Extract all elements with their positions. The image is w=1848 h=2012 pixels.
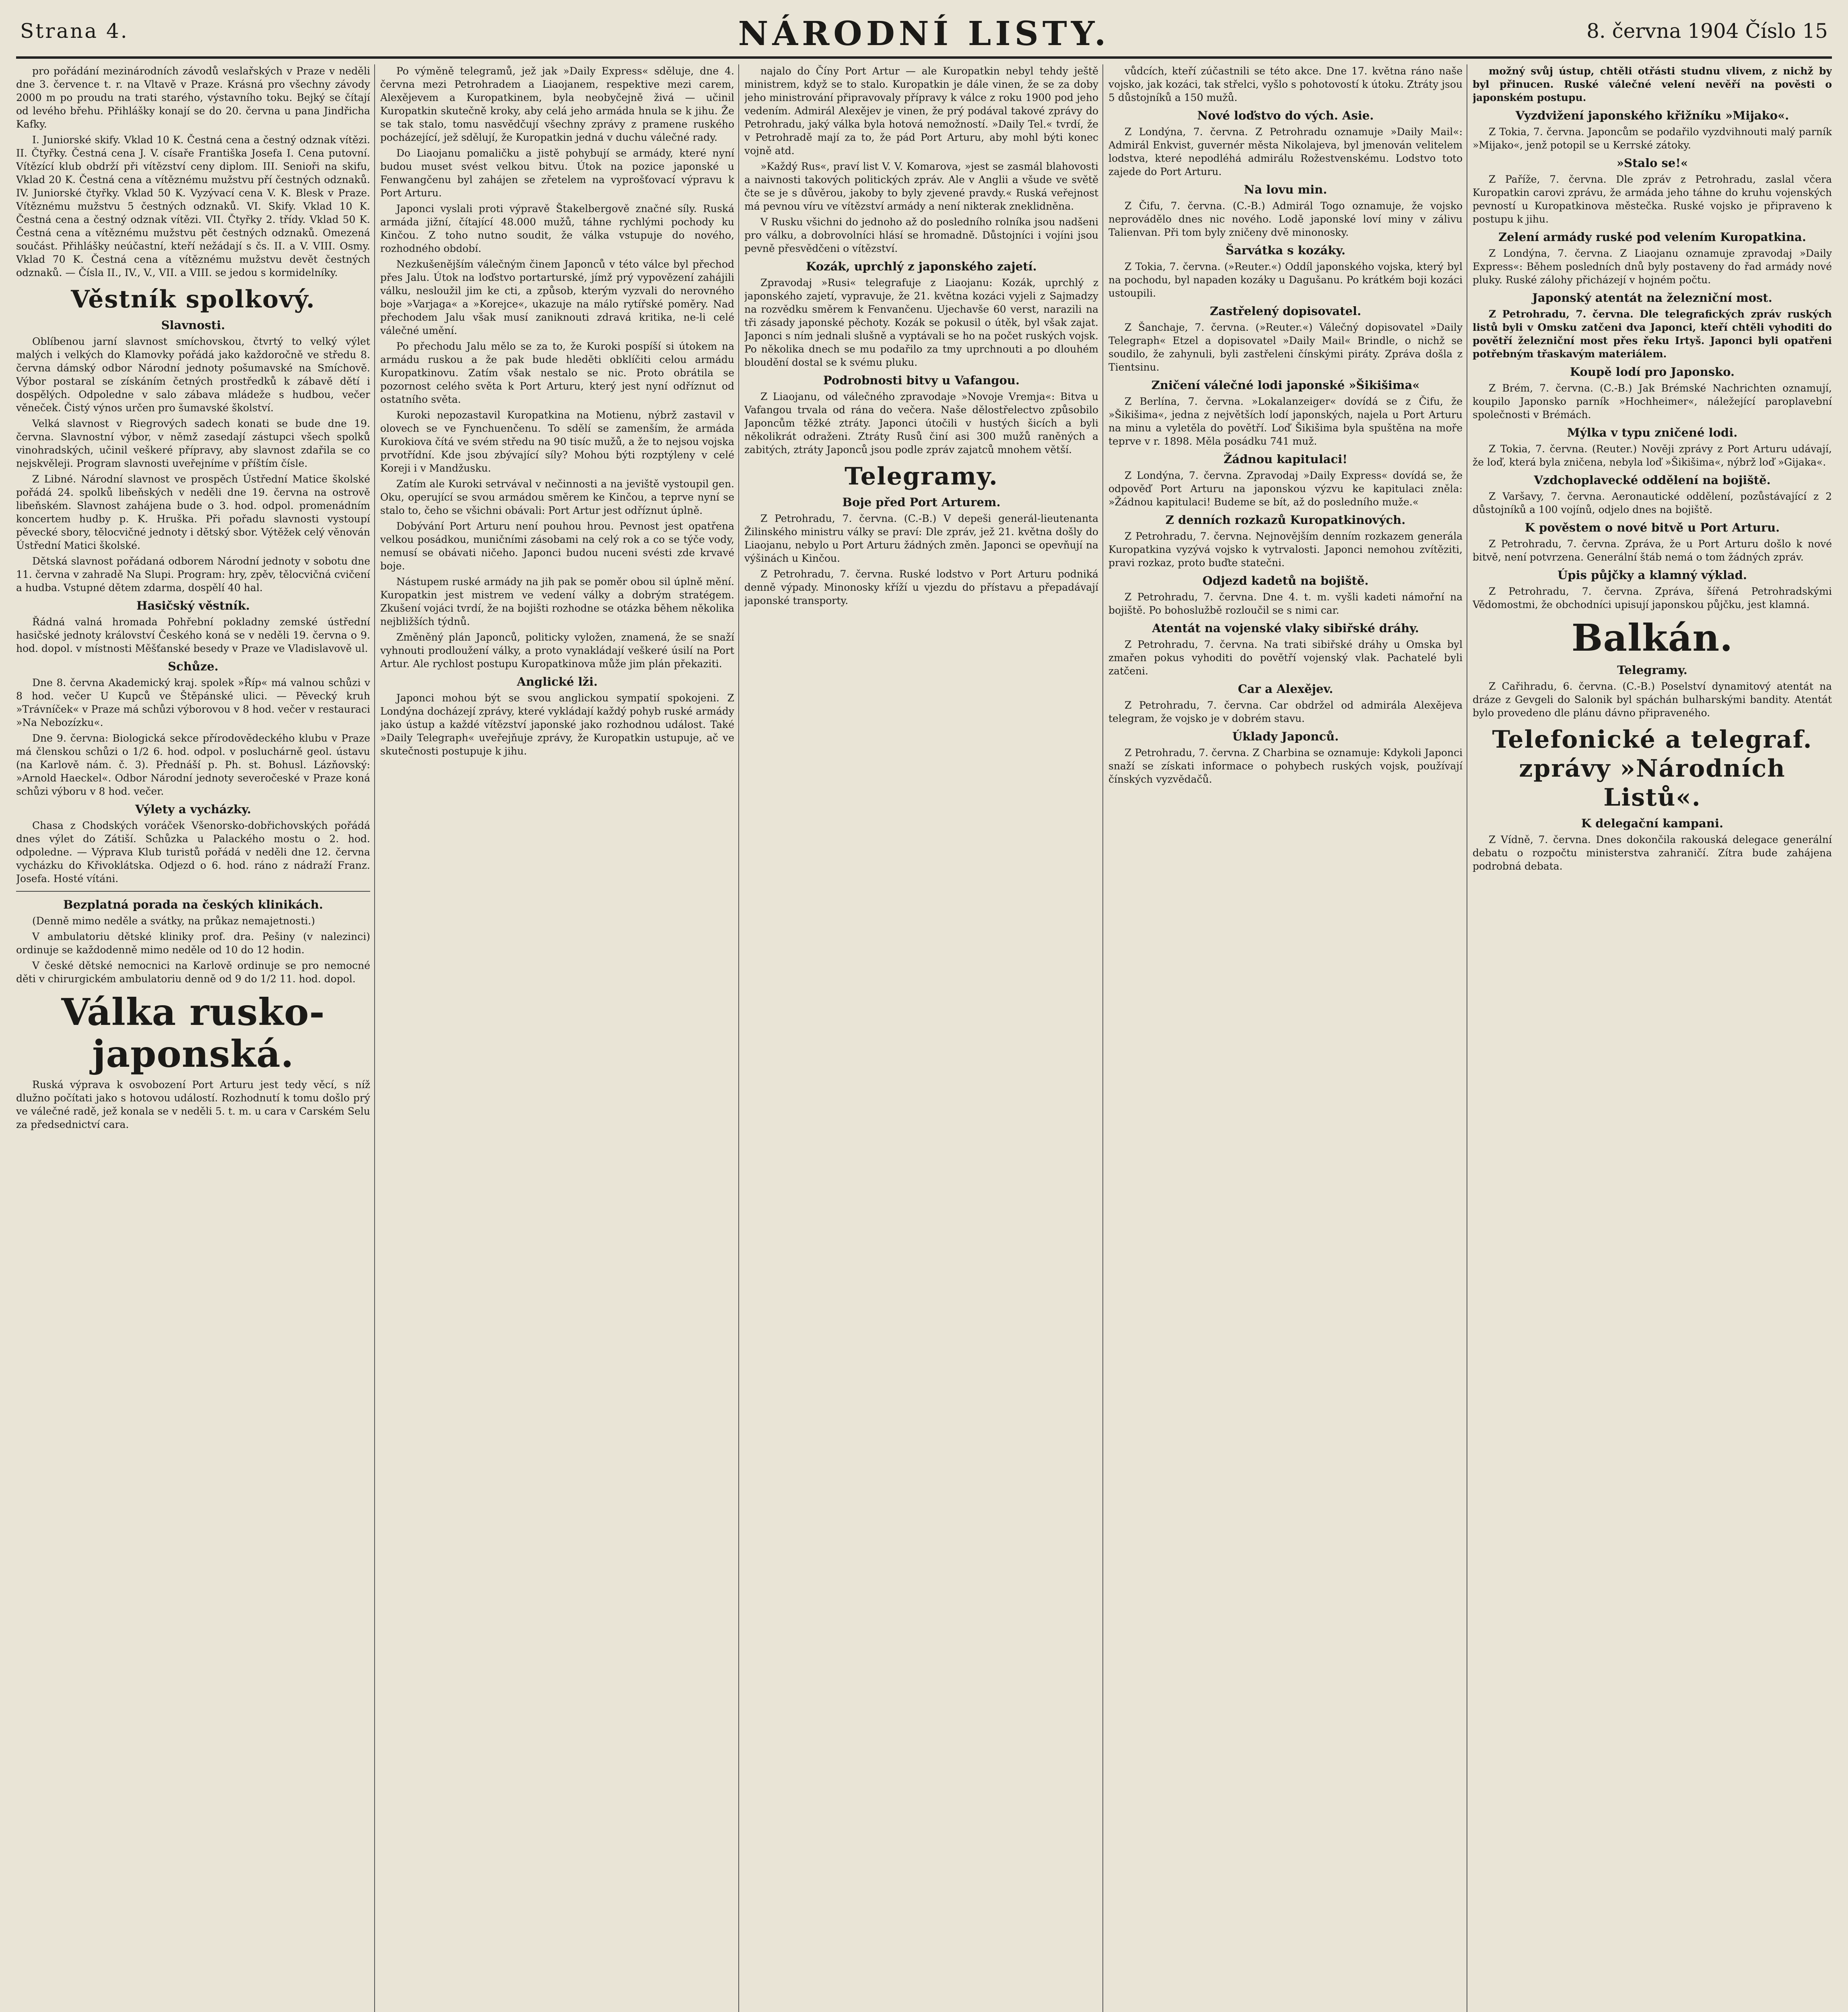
- column-4: [1108, 64, 1463, 2012]
- subsection-title: Zastřelený dopisovatel.: [1209, 304, 1362, 318]
- paragraph: Do Liaojanu pomaličku a jistě pohybují se armády, které nyní budou muset svést velkou bitvu. Útok na pozice japonské u Fenwangčenu byl zahájen se zřetelem na vyprošťovací výpravu k Port Arturu.: [380, 147, 734, 199]
- paragraph: Z Tokia, 7. června. Japoncům se podařilo vyzdvihnouti malý parník »Mijako«, jenž potopil se u Kerrské zátoky.: [1473, 126, 1832, 151]
- paragraph: Z Čifu, 7. června. (C.-B.) Admirál Togo oznamuje, že vojsko neprovádělo dnes nic nového. Lodě japonské loví miny v zálivu Talienvan. Při tom byly zničeny dvě minonosky.: [1108, 200, 1463, 238]
- paragraph: Kuroki nepozastavil Kuropatkina na Motienu, nýbrž zastavil v olovech se ve Fynchuenčenu. To sdělí se zamenším, že armáda Kurokiova čítá ve svém středu na 90 tisíc mužů, a že to nejsou vojska prvotřídní. Kde jsou zbývající síly? Mohou býti rozptýleny v celé Koreji i v Mandžusku.: [380, 409, 734, 474]
- paragraph: (Denně mimo neděle a svátky, na průkaz nemajetnosti.): [32, 915, 315, 927]
- paragraph: Z Petrohradu, 7. června. Zpráva, že u Port Arturu došlo k nové bitvě, není potvrzena. Generální štáb nemá o tom žádných zpráv.: [1473, 538, 1832, 563]
- subsection-title: Koupě lodí pro Japonsko.: [1570, 365, 1735, 379]
- paragraph: pro pořádání mezinárodních závodů veslařských v Praze v neděli dne 3. července t. r. na Vltavě v Praze. Krásná pro všechny závody 2000 m po proudu na trati starého, výstavního toku. Bejký se čítají od levého břehu. Přihlášky konají se do 20. června u pana Jindřicha Kafky.: [16, 65, 370, 130]
- column-1: [16, 64, 370, 2012]
- paragraph: Z Petrohradu, 7. června. Dle telegrafických zpráv ruských listů byli v Omsku zatčeni dva Japonci, kteří chtěli vyhoditi do povětří železniční most přes řeku Irtyš. Japonci byli opatřeni potřebným třaskavým materiálem.: [1473, 308, 1832, 360]
- paragraph: Z Tokia, 7. června. (»Reuter.«) Oddíl japonského vojska, který byl na pochodu, byl napaden kozáky u Dagušanu. Po krátkém boji kozáci ustoupili.: [1108, 261, 1463, 299]
- subsection-title: Schůze.: [168, 660, 218, 673]
- paragraph: Změněný plán Japonců, politicky vyložen, znamená, že se snaží vyhnouti prodloužení války, a proto vynakládají veškeré úsilí na Port Artur. Ale rychlost postupu Kuropatkinova může jim plán překaziti.: [380, 631, 734, 670]
- subsection-title: Boje před Port Arturem.: [842, 495, 1001, 509]
- paragraph: Dobývání Port Arturu není pouhou hrou. Pevnost jest opatřena velkou posádkou, muničními zásobami na celý rok a co se týče vody, nemusí se obávati ničeho. Japonci budou nuceni svésti zde krvavé boje.: [380, 520, 734, 572]
- paragraph: Z Petrohradu, 7. června. Z Charbina se oznamuje: Kdykoli Japonci snaží se získati informace o pohybech ruských vojsk, používají čínských vyzvědačů.: [1108, 747, 1463, 785]
- paragraph: Japonci mohou být se svou anglickou sympatií spokojeni. Z Londýna docházejí zprávy, které vykládají každý pohyb ruské armády jako ústup a každé vítězství japonské jako rozhodnou událost. Také »Daily Telegraph« uveřejňuje zprávy, že Kuropatkin ustupuje, ač ve skutečnosti postupuje k jihu.: [380, 692, 734, 757]
- subsection-title: Žádnou kapitulaci!: [1224, 452, 1347, 466]
- subsection-title: »Stalo se!«: [1616, 156, 1688, 170]
- subsection-title: Slavnosti.: [161, 318, 225, 332]
- column-rule: [1102, 64, 1103, 2012]
- paragraph: Z Petrohradu, 7. června. Car obdržel od admirála Alexějeva telegram, že vojsko je v dobrém stavu.: [1108, 699, 1463, 724]
- subsection-title: Úklady Japonců.: [1232, 730, 1339, 743]
- paragraph: »Každý Rus«, praví list V. V. Komarova, »jest se zasmál blahovosti a naivnosti takových politických zpráv. Ale v Anglii a všude ve světě čte se je s důvěrou, jakoby to byly zjevené pravdy.« Ruská veřejnost má pevnou víru ve vítězství armády a není nikterak zneklidněna.: [744, 161, 1098, 212]
- paragraph: Z Petrohradu, 7. června. Na trati sibiřské dráhy u Omska byl zmařen pokus vyhoditi do povětří vojenský vlak. Pachatelé byli zatčeni.: [1108, 639, 1463, 677]
- subsection-title: K pověstem o nové bitvě u Port Arturu.: [1525, 521, 1780, 534]
- subsection-title: Podrobnosti bitvy u Vafangou.: [823, 373, 1020, 387]
- issue-number: Číslo 15: [1745, 19, 1828, 43]
- paragraph: Dne 8. června Akademický kraj. spolek »Říp« má valnou schůzi v 8 hod. večer U Kupců ve Štěpánské ulici. — Pěvecký kruh »Trávníček« v Praze má schůzi výborovou v 8 hod. večer v restauraci »Na Nebozízku«.: [16, 677, 370, 728]
- section-title-vestnik: Věstník spolkový.: [71, 285, 315, 313]
- paragraph: možný svůj ústup, chtěli otřásti studnu vlivem, z nichž by byl přinucen. Ruské válečné velení nevěří na pověsti o japonském postupu.: [1473, 65, 1832, 103]
- paragraph: Z Petrohradu, 7. června. Nejnovějším denním rozkazem generála Kuropatkina vyzývá vojsko k vytrvalosti. Japonci nemohou zvítěziti, pravi rozkaz, proto buďte statečni.: [1108, 530, 1463, 569]
- paragraph: Japonci vyslali proti výpravě Štakelbergově značné síly. Ruská armáda jižní, čítající 48.000 mužů, táhne rychlými pochody ku Kinčou. Z toho nutno soudit, že válka vstupuje do nového, rozhodného období.: [380, 203, 734, 254]
- subsection-title: K delegační kampani.: [1581, 816, 1724, 830]
- subsection-title: Vzdchoplavecké oddělení na bojiště.: [1534, 473, 1771, 487]
- subsection-title: Šarvátka s kozáky.: [1226, 243, 1345, 257]
- paragraph: Dětská slavnost pořádaná odborem Národní jednoty v sobotu dne 11. června v zahradě Na Slupi. Program: hry, zpěv, tělocvičná cvičení a hudba. Vstupné dětem zdarma, dospělí 40 hal.: [16, 555, 370, 594]
- paragraph: Z Petrohradu, 7. června. Zpráva, šířená Petrohradskými Vědomostmi, že obchodníci upisují japonskou půjčku, jest klamná.: [1473, 585, 1832, 610]
- page-label: Strana 4.: [20, 19, 129, 43]
- paragraph: Dne 9. června: Biologická sekce přírodovědeckého klubu v Praze má členskou schůzi o 1/2 6. hod. odpol. v posluchárně geol. ústavu (na Karlově nám. č. 3). Přednáší p. Ph. st. Bohusl. Lázňovský: »Arnold Haeckel«. Odbor Národní jednoty severočeské v Praze koná schůzi výboru v 8 hod. večer.: [16, 732, 370, 797]
- section-title-valka: Válka rusko-japonská.: [61, 990, 325, 1076]
- paragraph: V ambulatoriu dětské kliniky prof. dra. Pešiny (v nalezinci) ordinuje se každodenně mimo neděle od 10 do 12 hodin.: [16, 931, 370, 956]
- column-rule: [738, 64, 739, 2012]
- subsection-title: Výlety a vycházky.: [135, 802, 251, 816]
- column-2: [380, 64, 734, 2012]
- paragraph: Z Varšavy, 7. června. Aeronautické oddělení, pozůstávající z 2 důstojníků a 100 vojínů, odjelo dnes na bojiště.: [1473, 491, 1832, 515]
- subsection-title: Odjezd kadetů na bojiště.: [1202, 574, 1369, 588]
- paragraph: Po přechodu Jalu mělo se za to, že Kuroki pospíší si útokem na armádu ruskou a že pak bude hleděti obklíčiti celou armádu Kuropatkinovu. Zatím však nestalo se nic. Proto obrátila se pozornost celého světa k Port Arturu, který jest nyní odříznut od ostatního světa.: [380, 340, 734, 405]
- paragraph: vůdcích, kteří zúčastnili se této akce. Dne 17. května ráno naše vojsko, jak kozáci, tak střelci, vyšlo s pohotovostí k útoku. Ztráty jsou 5 důstojníků a 150 mužů.: [1108, 65, 1463, 103]
- paragraph: Z Brém, 7. června. (C.-B.) Jak Brémské Nachrichten oznamují, koupilo Japonsko parník »Hochheimer«, náležející paroplavební společnosti v Brémách.: [1473, 382, 1832, 421]
- paragraph: Z Berlína, 7. června. »Lokalanzeiger« dovídá se z Čifu, že »Šikišima«, jedna z největších lodí japonských, najela u Port Arturu na minu a vyletěla do povětří. Loď Šikišima byla spuštěna na moře teprve v r. 1898. Měla posádku 741 muž.: [1108, 396, 1463, 447]
- paragraph: Z Šanchaje, 7. června. (»Reuter.«) Válečný dopisovatel »Daily Telegraph« Etzel a dopisovatel »Daily Mail« Brindle, o nichž se soudilo, že zahynuli, byli zastřeleni čínskými piráty. Zpráva došla z Tientsinu.: [1108, 322, 1463, 373]
- column-5: [1473, 64, 1832, 2012]
- subsection-title: Z denních rozkazů Kuropatkinových.: [1165, 513, 1406, 527]
- newspaper-title: NÁRODNÍ LISTY.: [738, 14, 1110, 53]
- section-title-telefonicke: Telefonické a telegraf. zprávy »Národních Listů«.: [1492, 726, 1813, 812]
- subsection-title: Na lovu min.: [1244, 183, 1327, 196]
- subsection-title: Kozák, uprchlý z japonského zajetí.: [806, 260, 1037, 273]
- paragraph: Zpravodaj »Rusi« telegrafuje z Liaojanu: Kozák, uprchlý z japonského zajetí, vypravuje, že 21. května kozáci vyjeli z Sajmadzy na rozvědku směrem k Fenvančenu. Ujechavše 60 verst, narazili na tři zásady japonské pěchoty. Kozák se pokusil o útěk, byl však zajat. Japonci s ním jednali slušně a vyptávali se ho na počet ruských vojsk. Po několika dnech se mu podařilo za tmy uprchnouti a po dlouhém bloudění dostal se k svému pluku.: [744, 277, 1098, 368]
- subsection-title: Úpis půjčky a klamný výklad.: [1557, 568, 1747, 582]
- divider: [16, 891, 370, 892]
- subsection-title: Anglické lži.: [517, 675, 598, 689]
- paragraph: I. Juniorské skify. Vklad 10 K. Čestná cena a čestný odznak vítězi. II. Čtyřky. Čestná cena J. V. císaře Františka Josefa I. Cena putovní. Vítězící klub obdrží při vítězství ceny diplom. III. Senioři na skifu, Vklad 20 K. Čestná cena a vítěznému mužstvu pří čestných odznaků. IV. Juniorské čtyřky. Vklad 50 K. Vyzývací cena V. K. Blesk v Praze. Vítěznému mužstvu 5 čestných odznaků. VI. Skify. Vklad 10 K. Čestná cena a čestný odznak vítězi. VII. Čtyřky 2. třídy. Vklad 50 K. Čestná cena a vítěznému mužstvu pět čestných odznaků. Omezená součást. Přihlášky neúčastní, kteří nežádají s čs. II. a V. VIII. Osmy. Vklad 70 K. Čestná cena a vítěznému mužstvu devět čestných odznaků. — Čísla II., IV., V., VII. a VIII. se jedou s kormidelníky.: [16, 134, 370, 278]
- paragraph: Zatím ale Kuroki setrvával v nečinnosti a na jeviště vystoupil gen. Oku, operující se svou armádou směrem ke Kinčou, a teprve nyní se stalo to, čeho se všichni obávali: Port Artur jest odříznut úplně.: [380, 478, 734, 516]
- paragraph: Z Tokia, 7. června. (Reuter.) Nověji zprávy z Port Arturu udávají, že loď, která byla zničena, nebyla loď »Šikišima«, nýbrž loď »Gijaka«.: [1473, 443, 1832, 468]
- paragraph: Z Londýna, 7. června. Z Liaojanu oznamuje zpravodaj »Daily Express«: Během posledních dnů byly postaveny do řad armády nové pluky. Ruské zálohy přicházejí v hojném počtu.: [1473, 247, 1832, 286]
- paragraph: Oblíbenou jarní slavnost smíchovskou, čtvrtý to velký výlet malých i velkých do Klamovky pořádá jako každoročně ve středu 8. června dámský odbor Národní jednoty pošumavské na Smíchově. Výbor postaral se získáním četných prostředků k zábavě dětí i dospělých. Odpoledne v salo zábava mládeže s hudbou, večer věneček. Čistý výnos určen pro šumavské školství.: [16, 336, 370, 414]
- subsection-title: Telegramy.: [1617, 663, 1687, 677]
- paragraph: Velká slavnost v Riegrových sadech konati se bude dne 19. června. Slavnostní výbor, v němž zasedají zástupci všech spolků vinohradských, učinil veškeré přípravy, aby slavnost zdařila se co nejskvěleji. Program slavnosti uveřejníme v příštím čísle.: [16, 418, 370, 469]
- paragraph: Z Paříže, 7. června. Dle zpráv z Petrohradu, zaslal včera Kuropatkin carovi zprávu, že armáda jeho táhne do kruhu vojenských pevností u Kuropatkinova městečka. Ruské vojsko je připraveno k postupu k jihu.: [1473, 173, 1832, 225]
- subsection-title: Japonský atentát na železniční most.: [1532, 291, 1772, 305]
- paragraph: Z Vídně, 7. června. Dnes dokončila rakouská delegace generální debatu o rozpočtu ministerstva zahraničí. Zítra bude zahájena podrobná debata.: [1473, 834, 1832, 872]
- paragraph: Z Londýna, 7. června. Z Petrohradu oznamuje »Daily Mail«: Admirál Enkvist, guvernér města Nikolajeva, byl jmenován velitelem lodstva, které nepodléhá admirálu Rožestvenskému. Lodstvo toto zajede do Port Arturu.: [1108, 126, 1463, 177]
- subsection-title: Zničení válečné lodi japonské »Šikišima«: [1151, 378, 1420, 392]
- paragraph: Z Petrohradu, 7. června. Dne 4. t. m. vyšli kadeti námořní na bojiště. Po bohoslužbě rozloučil se s nimi car.: [1108, 591, 1463, 616]
- issue-date: [1586, 19, 1828, 43]
- column-rule: [374, 64, 375, 2012]
- paragraph: Chasa z Chodských voráček Všenorsko-dobřichovských pořádá dnes výlet do Zátiší. Schůzka u Palackého mostu o 2. hod. odpoledne. — Výprava Klub turistů pořádá v neděli dne 12. června vycházku do Křivoklátska. Odjezd o 6. hod. ráno z nádraží Franz. Josefa. Hosté vítáni.: [16, 820, 370, 884]
- subsection-title: Nové loďstvo do vých. Asie.: [1197, 109, 1374, 122]
- masthead: [16, 12, 1832, 59]
- paragraph: V Rusku všichni do jednoho až do posledního rolníka jsou nadšeni pro válku, a dobrovolníci hlásí se hromadně. Důstojníci i vojíni jsou pevně přesvědčeni o vítězství.: [744, 216, 1098, 254]
- subsection-title: Bezplatná porada na českých klinikách.: [63, 898, 323, 911]
- subsection-title: Hasičský věstník.: [136, 599, 250, 612]
- subsection-title: Zelení armády ruské pod velením Kuropatkina.: [1498, 230, 1806, 244]
- subsection-title: Atentát na vojenské vlaky sibiřské dráhy.: [1152, 621, 1419, 635]
- date: 8. června 1904: [1586, 19, 1739, 43]
- paragraph: V české dětské nemocnici na Karlově ordinuje se pro nemocné děti v chirurgickém ambulatoriu denně od 9 do 1/2 11. hod. dopol.: [16, 960, 370, 985]
- paragraph: Ruská výprava k osvobození Port Arturu jest tedy věcí, s níž dlužno počítati jako s hotovou událostí. Rozhodnutí k tomu došlo prý ve válečné radě, jež konala se v neděli 5. t. m. u cara v Carském Selu za předsednictví cara.: [16, 1079, 370, 1130]
- paragraph: Nástupem ruské armády na jih pak se poměr obou sil úplně mění. Kuropatkin jest mistrem ve vedení války a dobrým stratégem. Zkušení vojáci tvrdí, že na bojišti rozhodne se otázka během několika nejbližších týdnů.: [380, 576, 734, 627]
- paragraph: Z Liaojanu, od válečného zpravodaje »Novoje Vremja«: Bitva u Vafangou trvala od rána do večera. Naše dělostřelectvo způsobilo Japoncům těžké ztráty. Japonci útočili v hustých šicích a byli několikrát odraženi. Ztráty Rusů činí asi 300 mužů raněných a zabitých, ztráty Japonců jsou podle zpráv zajatců mnohem větší.: [744, 391, 1098, 456]
- subsection-title: Car a Alexějev.: [1238, 682, 1333, 696]
- section-title-telegramy: Telegramy.: [845, 462, 998, 491]
- paragraph: Po výměně telegramů, jež jak »Daily Express« sděluje, dne 4. června mezi Petrohradem a Liaojanem, respektive mezi carem, Alexějevem a Kuropatkinem, byla neobyčejně živá — učinil Kuropatkin skutečně kroky, aby celá jeho armáda hnula se k jihu. Že se tak stalo, tomu nasvědčují všechny zprávy z pramene ruského pocházející, jež sdělují, že Kuropatkin jedná v duchu válečné rady.: [380, 65, 734, 143]
- paragraph: Z Libné. Národní slavnost ve prospěch Ústřední Matice školské pořádá 24. spolků libeňských v neděli dne 19. června na ostrově libeňském. Slavnost zahájena bude o 3. hod. odpol. promenádním koncertem hudby p. K. Hruška. Při pořadu slavnosti vystoupí pěvecké sbory, tělocvičné jednoty i dětský sbor. Výtěžek celý věnován Ústřední Matici školské.: [16, 473, 370, 551]
- paragraph: Z Londýna, 7. června. Zpravodaj »Daily Express« dovídá se, že odpověď Port Arturu na japonskou výzvu ke kapitulaci zněla: »Žádnou kapitulaci! Budeme se bít, až do posledního muže.«: [1108, 470, 1463, 508]
- paragraph: Z Cařihradu, 6. června. (C.-B.) Poselství dynamitový atentát na dráze z Gevgeli do Salonik byl spáchán bulharskými bandity. Atentát bylo provedeno dle plánu dávno připraveného.: [1473, 680, 1832, 719]
- subsection-title: Vyzdvižení japonského křižníku »Mijako«.: [1515, 109, 1789, 122]
- paragraph: Řádná valná hromada Pohřební pokladny zemské ústřední hasičské jednoty království Českého koná se v neděli 19. června o 9. hod. dopol. v místnosti Měšťanské besedy v Praze ve Vladislavově ul.: [16, 616, 370, 654]
- paragraph: Z Petrohradu, 7. června. (C.-B.) V depeši generál-lieutenanta Žilinského ministru války se praví: Dle zpráv, jež 21. května došly do Liaojanu, nebylo u Port Arturu žádných změn. Japonci se opevňují na výšinách u Kinčou.: [744, 513, 1098, 564]
- section-title-balkan: Balkán.: [1571, 616, 1733, 660]
- paragraph: najalo do Číny Port Artur — ale Kuropatkin nebyl tehdy ještě ministrem, když se to stalo. Kuropatkin je dále vinen, že se za doby jeho ministrování připravovaly přípravy k válce z roku 1900 pod jeho vedením. Admirál Alexějev je vinen, že prý podával takové zprávy do Petrohradu, jaký válka byla hotová nemožností. »Daily Tel.« tvrdí, že v Petrohradě mají za to, že pád Port Arturu, aby mohl býti konec vojně atd.: [744, 65, 1098, 157]
- subsection-title: Mýlka v typu zničené lodi.: [1567, 426, 1738, 439]
- paragraph: Z Petrohradu, 7. června. Ruské lodstvo v Port Arturu podniká denně výpady. Minonosky kříží u vjezdu do přístavu a přepadávají japonské transporty.: [744, 568, 1098, 606]
- paragraph: Nezkušenějším válečným činem Japonců v této válce byl přechod přes Jalu. Útok na loďstvo portarturské, jímž prý vypovězení zahájili válku, nesloužil jim ke cti, a způsob, kterým vyzvali do nerovného boje »Varjaga« a »Korejce«, ukazuje na málo rytířské poměry. Nad přechodem Jalu však musí zaniknouti zdravá kritika, ne-li celé válečné umění.: [380, 258, 734, 336]
- column-3: [744, 64, 1098, 2012]
